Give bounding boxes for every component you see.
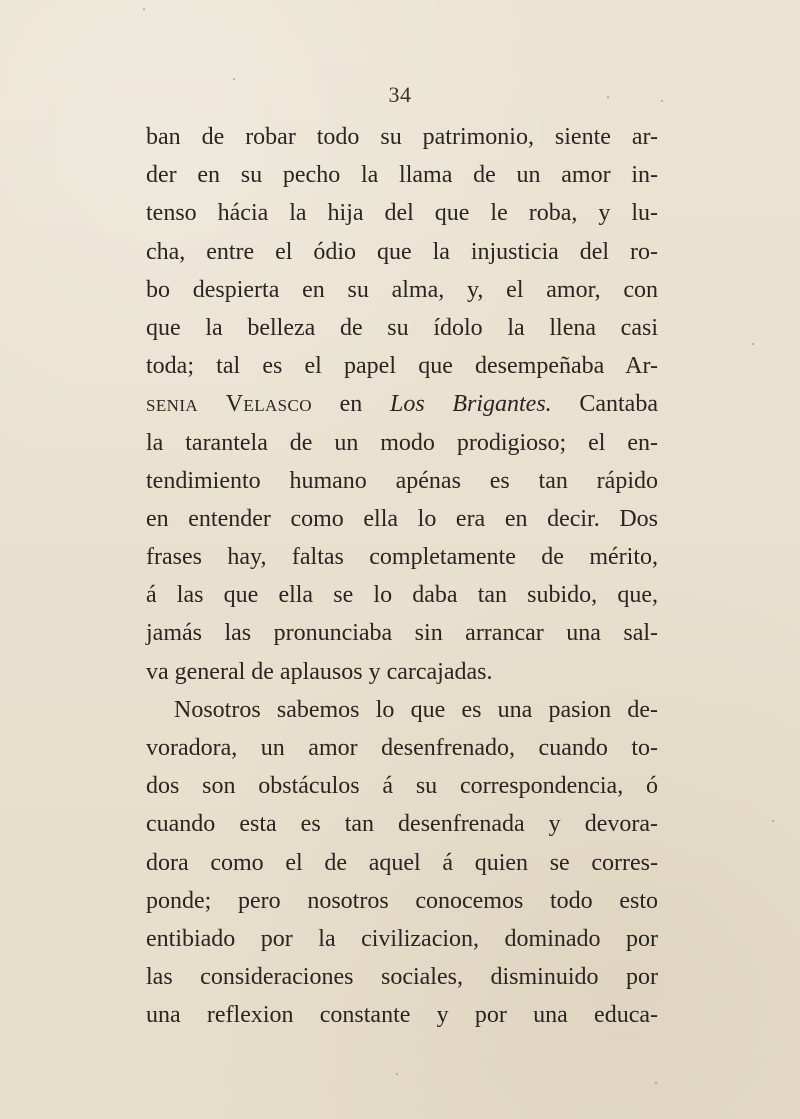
paper-speck bbox=[607, 96, 609, 98]
paper-speck bbox=[752, 343, 754, 345]
text-line: tenso hácia la hija del que le roba, y lu- bbox=[146, 200, 658, 227]
text-line: voradora, un amor desenfrenado, cuando to- bbox=[146, 735, 658, 761]
text-line: der en su pecho la llama de un amor in- bbox=[146, 162, 658, 189]
text-line: ban de robar todo su patrimonio, siente ar- bbox=[146, 124, 658, 150]
text-line: la tarantela de un modo prodigioso; el en- bbox=[146, 429, 658, 456]
paper-speck bbox=[772, 820, 774, 822]
text-line: dos son obstáculos á su correspondencia, ó bbox=[146, 773, 658, 800]
text-line: frases hay, faltas completamente de mérito, bbox=[146, 544, 658, 571]
text-line: cha, entre el ódio que la injusticia del ro- bbox=[146, 238, 658, 265]
text-line: á las que ella se lo daba tan subido, que, bbox=[146, 582, 658, 609]
text-run: senia Velasco bbox=[146, 391, 312, 418]
text-line: jamás las pronunciaba sin arrancar una sal- bbox=[146, 620, 658, 647]
text-line: dora como el de aquel á quien se corres- bbox=[146, 849, 658, 876]
paper-speck bbox=[655, 1082, 657, 1084]
text-line bbox=[146, 385, 658, 423]
text-run: en bbox=[311, 391, 390, 418]
paper-speck bbox=[396, 1073, 398, 1075]
text-line: ponde; pero nosotros conocemos todo esto bbox=[146, 887, 658, 914]
text-line: entibiado por la civilizacion, dominado por bbox=[146, 925, 658, 952]
text-line: va general de aplausos y carcajadas. bbox=[146, 658, 493, 685]
paper-speck bbox=[143, 8, 145, 10]
page-number: 34 bbox=[388, 82, 412, 107]
text-line: bo despierta en su alma, y, el amor, con bbox=[146, 276, 658, 303]
text-run: Los Brigantes. bbox=[389, 391, 552, 418]
text-line: en entender como ella lo era en decir. Dos bbox=[146, 505, 658, 532]
text-line: toda; tal es el papel que desempeñaba Ar- bbox=[146, 353, 658, 380]
body-text bbox=[146, 118, 658, 1035]
text-line: que la belleza de su ídolo la llena casi bbox=[146, 314, 658, 341]
paper-speck bbox=[233, 78, 235, 80]
text-line: las consideraciones sociales, disminuido por bbox=[146, 964, 658, 991]
text-line: tendimiento humano apénas es tan rápido bbox=[146, 467, 658, 494]
text-line: Nosotros sabemos lo que es una pasion de- bbox=[174, 696, 658, 723]
text-line: una reflexion constante y por una educa- bbox=[146, 1002, 658, 1029]
text-run: Cantaba bbox=[551, 391, 658, 418]
text-line: cuando esta es tan desenfrenada y devora- bbox=[146, 811, 658, 838]
paper-speck bbox=[661, 100, 663, 102]
